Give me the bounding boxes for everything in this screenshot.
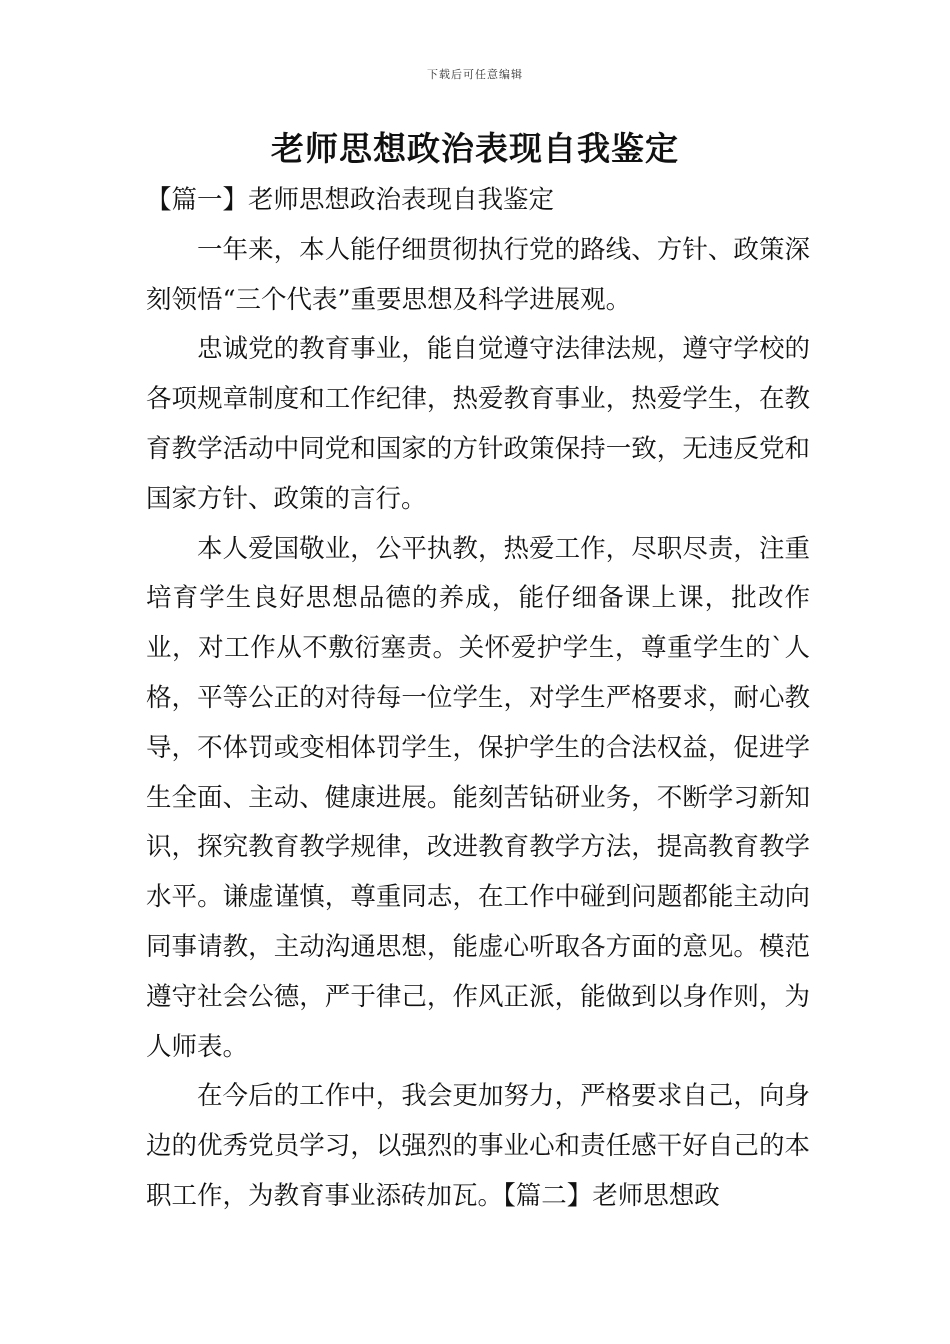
document-title: 老师思想政治表现自我鉴定 bbox=[271, 129, 679, 168]
header-note: 下载后可任意编辑 bbox=[427, 68, 523, 81]
paragraph-3: 本人爱国敬业，公平执教，热爱工作，尽职尽责，注重培育学生良好思想品德的养成，能仔细备课上课，批改作业，对工作从不敷衍塞责。关怀爱护学生，尊重学生的`人格，平等公正的对待每一位学生，对学生严格要求，耐心教导，不体罚或变相体罚学生，保护学生的合法权益，促进学生全面、主动、健康进展。能刻苦钻研业务，不断学习新知识，探究教育教学规律，改进教育教学方法，提高教育教学水平。谦虚谨慎，尊重同志，在工作中碰到问题都能主动向同事请教，主动沟通思想，能虚心听取各方面的意见。模范遵守社会公德，严于律己，作风正派，能做到以身作则，为人师表。 bbox=[146, 533, 810, 1062]
section-heading: 【篇一】老师思想政治表现自我鉴定 bbox=[146, 185, 555, 215]
paragraph-4: 在今后的工作中，我会更加努力，严格要求自己，向身边的优秀党员学习，以强烈的事业心和责任感干好自己的本职工作，为教育事业添砖加瓦。【篇二】老师思想政 bbox=[146, 1081, 810, 1211]
document-body bbox=[146, 176, 810, 1222]
paragraph-1: 一年来，本人能仔细贯彻执行党的路线、方针、政策深刻领悟“三个代表”重要思想及科学进展观。 bbox=[146, 234, 810, 315]
paragraph-2: 忠诚党的教育事业，能自觉遵守法律法规，遵守学校的各项规章制度和工作纪律，热爱教育事业，热爱学生，在教育教学活动中同党和国家的方针政策保持一致，无违反党和国家方针、政策的言行。 bbox=[146, 334, 810, 514]
